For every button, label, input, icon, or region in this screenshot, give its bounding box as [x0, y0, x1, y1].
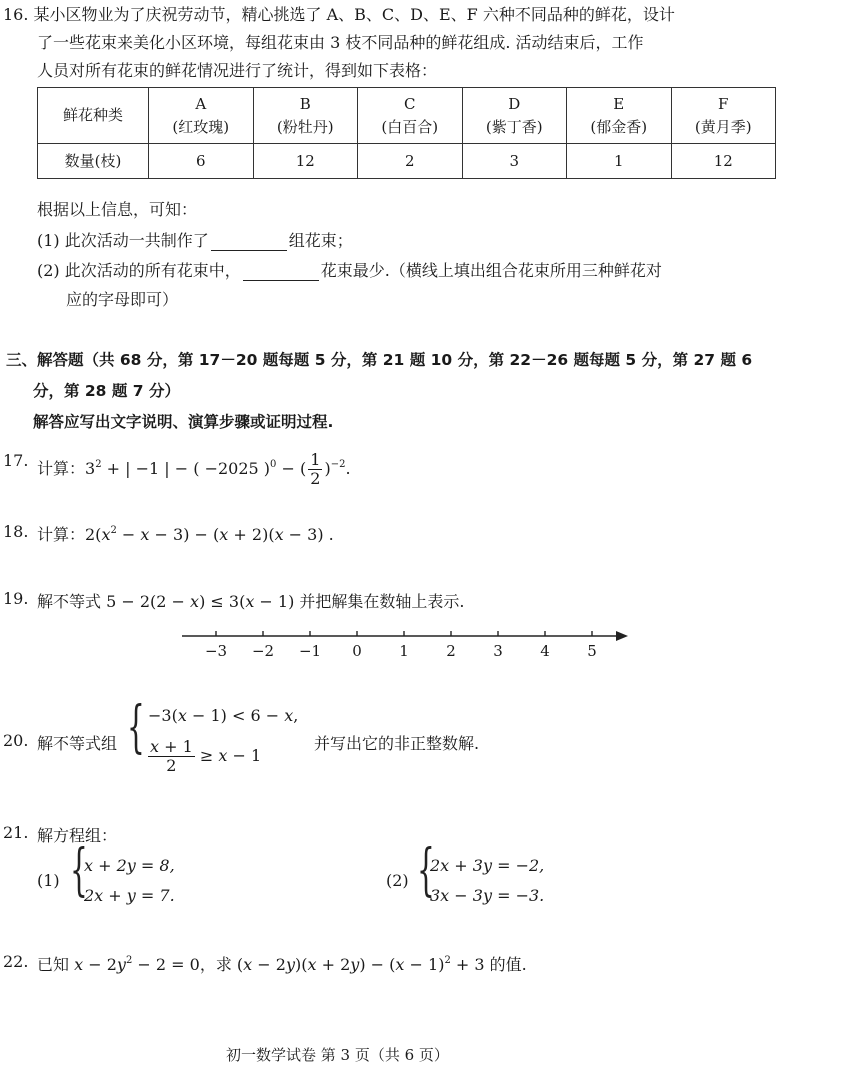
q21-p1-eq2: 2x + y = 7. [84, 886, 175, 905]
table-header-count: 数量(枝) [38, 144, 149, 179]
q17-text: 计算：$3^2$ + | −1 | − ( −2025 )$^0$ − ( $\frac{1}{2}$ )$^{-2}$. [37, 450, 351, 488]
number-line [170, 624, 640, 664]
q16-info: 根据以上信息，可知： [37, 200, 198, 219]
q20-num: 20. [3, 731, 29, 750]
table-col-e: E (郁金香) [567, 88, 672, 144]
axis-tick-label: 0 [352, 642, 362, 660]
table-col-f: F (黄月季) [671, 88, 776, 144]
q18: 18. 计算：$2(x^2 - x - 3) - (x + 2)(x - 3)$ . [3, 522, 334, 544]
axis-tick-label: 4 [540, 642, 550, 660]
q21-num: 21. [3, 823, 29, 842]
section3-title: 三、解答题（共 68 分，第 17－20 题每题 5 分，第 21 题 10 分，第 22－26 题每题 5 分，第 27 题 6 [6, 351, 753, 369]
axis-tick-label: 2 [446, 642, 456, 660]
section3-instruction: 解答应写出文字说明、演算步骤或证明过程. [33, 413, 334, 431]
q20-eq1: −3(x − 1) < 6 − x, [148, 706, 299, 725]
table-col-b: B (粉牡丹) [253, 88, 358, 144]
left-brace-icon: { [127, 695, 145, 760]
q20-label: 解不等式组 [37, 734, 118, 753]
q21-p2-label: (2) [386, 871, 409, 890]
table-count-a: 6 [149, 144, 254, 179]
q16-line3: 人员对所有花束的鲜花情况进行了统计，得到如下表格： [37, 61, 438, 80]
q21-p2-eq2: 3x − 3y = −3. [430, 886, 545, 905]
q17: 17. 计算：$3^2$ + | −1 | − ( −2025 )$^0$ − ( $\frac{1}{2}$ )$^{-2}$. [3, 450, 351, 488]
q21-label: 解方程组： [37, 826, 118, 845]
axis-tick-label: −1 [298, 642, 322, 660]
left-brace-icon: { [70, 838, 88, 903]
q16-line1: 16. 某小区物业为了庆祝劳动节，精心挑选了 A、B、C、D、E、F 六种不同品种的鲜花，设计 [3, 5, 675, 24]
table-count-c: 2 [358, 144, 463, 179]
q16-part2: (2) 此次活动的所有花束中， 花束最少.（横线上填出组合花束所用三种鲜花对 [37, 261, 662, 280]
table-count-e: 1 [567, 144, 672, 179]
q20-eq2: $\frac{x + 1}{2}$ ≥ x − 1 [150, 737, 262, 775]
flower-table [37, 87, 776, 179]
arrow-right-icon [616, 631, 628, 641]
q16-part2-cont: 应的字母即可） [66, 290, 179, 309]
q20-tail: 并写出它的非正整数解. [314, 734, 480, 753]
page-footer: 初一数学试卷 第 3 页（共 6 页） [226, 1046, 449, 1064]
q21-p1-eq1: x + 2y = 8, [84, 856, 175, 875]
q22: 22. 已知 $x - 2y^2 - 2 = 0$，求 $(x - 2y)(x + 2y) - (x - 1)^2 + 3$ 的值. [3, 952, 527, 974]
axis-tick-label: 3 [493, 642, 503, 660]
axis-tick-label: −2 [251, 642, 275, 660]
answer-blank-2[interactable] [243, 261, 319, 281]
axis-tick-label: 5 [587, 642, 597, 660]
q21-p2-eq1: 2x + 3y = −2, [430, 856, 545, 875]
section3-title-cont: 分，第 28 题 7 分） [33, 382, 180, 400]
table-count-d: 3 [462, 144, 567, 179]
table-col-c: C (白百合) [358, 88, 463, 144]
q16-part1: (1) 此次活动一共制作了 组花束； [37, 231, 353, 250]
left-brace-icon: { [417, 838, 435, 903]
q21-p1-label: (1) [37, 871, 60, 890]
axis-tick-label: 1 [399, 642, 409, 660]
table-count-f: 12 [671, 144, 776, 179]
table-count-b: 12 [253, 144, 358, 179]
axis-tick-label: −3 [204, 642, 228, 660]
q16-line2: 了一些花束来美化小区环境，每组花束由 3 枝不同品种的鲜花组成. 活动结束后，工作 [37, 33, 644, 52]
table-header-type: 鲜花种类 [38, 88, 149, 144]
table-col-d: D (紫丁香) [462, 88, 567, 144]
table-col-a: A (红玫瑰) [149, 88, 254, 144]
q19: 19. 解不等式 5 − 2(2 − x) ≤ 3(x − 1) 并把解集在数轴上表示. [3, 589, 465, 611]
answer-blank-1[interactable] [211, 231, 287, 251]
